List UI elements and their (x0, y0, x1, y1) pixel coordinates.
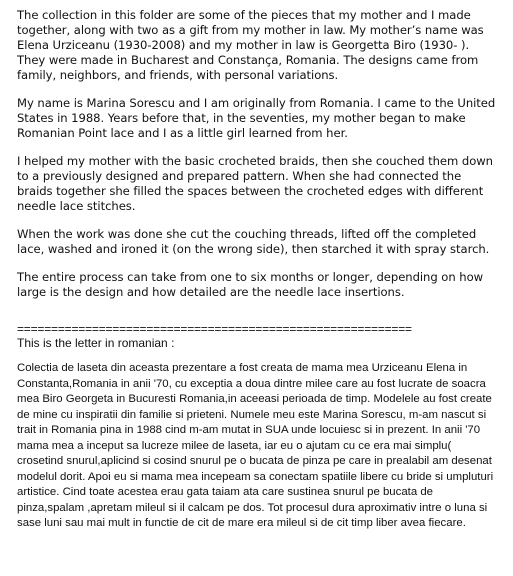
paragraph-collection: The collection in this folder are some of the pieces that my mother and I made together, along with two as a gift from my mother in law. My mother’s name was Elena Urziceanu (1930-2008) and my mother in law is Georgetta Biro (1930- ). They were made in Bucharest and Constança, Romania. The designs came from family, neighbors, and friends, with personal variations. (17, 8, 484, 82)
document-body (17, 8, 499, 532)
paragraph-duration: The entire process can take from one to six months or longer, depending on how large is the design and how detailed are the needle lace insertions. (17, 270, 484, 299)
paragraph-finishing: When the work was done she cut the couching threads, lifted off the completed lace, washed and ironed it (on the wrong side), then starched it with spray starch. (17, 227, 490, 256)
letter-intro: This is the letter in romanian : (17, 336, 175, 350)
separator-line: ========================================================== (17, 324, 412, 334)
paragraph-author: My name is Marina Sorescu and I am originally from Romania. I came to the United States in 1988. Years before that, in the seventies, my mother began to make Romanian Point lace and I as a little girl learned from her. (17, 96, 496, 140)
letter-romanian: Colectia de laseta din aceasta prezentare a fost creata de mama mea Urziceanu Elena in Constanta,Romania in anii '70, cu exceptia a doua dintre milee care au fost lucrate de soacra mea Biro Georgeta in Bucuresti Romania,in aceeasi perioada de timp. Modelele au fost create de mine cu inspiratii din familie si prieteni. Numele meu este Marina Sorescu, m-am nascut si trait in Romania pina in 1988 cind m-am mutat in SUA unde locuiesc si in prezent. In anii '70 mama mea a inceput sa lucreze milee de laseta, iar eu o ajutam cu ce era mai simplu( crosetind snurul,aplicind si cosind snurul pe o bucata de pinza pe care in prealabil am desenat modelul dorit. Apoi eu si mama mea incepeam sa conectam spatiile libere cu bride si umpluturi artistice. Cind toate acestea erau gata taiam ata care sustinea snurul pe bucata de pinza,spalam ,apretam mileul si il calcam pe dos. Tot procesul dura aproximativ intre o luna si sase luni sau mai mult in functie de cit de mare era mileul si de cit timp liber avea fiecare. (17, 362, 494, 529)
paragraph-process: I helped my mother with the basic crocheted braids, then she couched them down to a previously designed and prepared pattern. When she had connected the braids together she filled the spaces between the crocheted edges with different needle lace stitches. (17, 154, 493, 213)
